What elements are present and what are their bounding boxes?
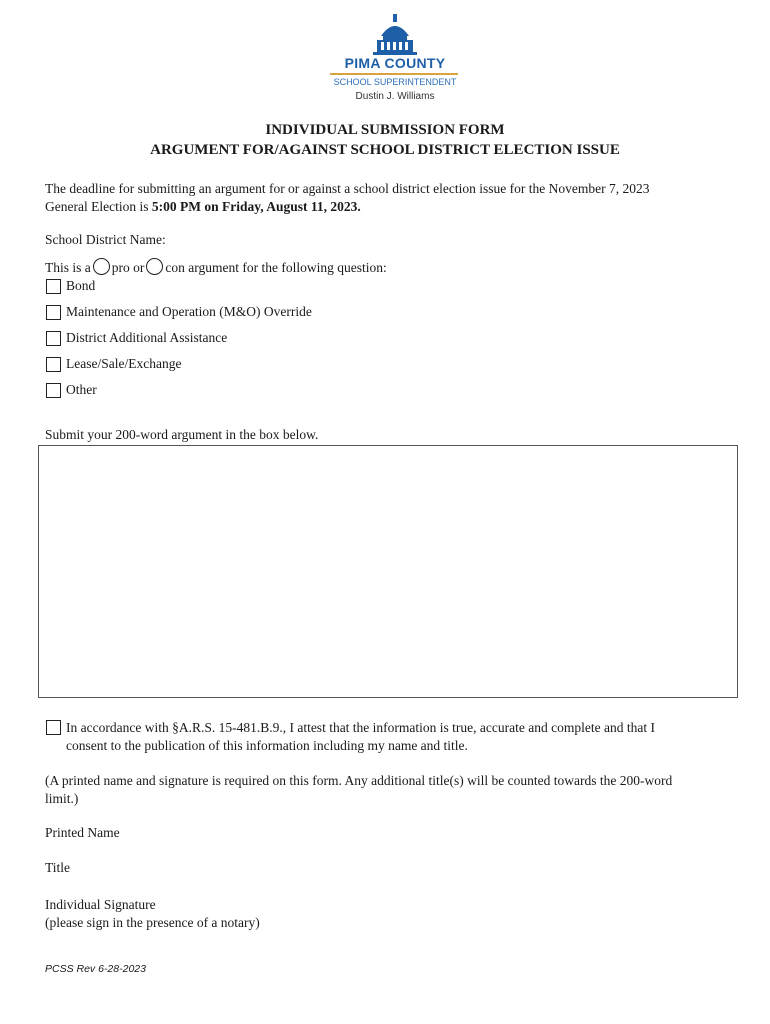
form-title: INDIVIDUAL SUBMISSION FORM xyxy=(265,122,505,138)
pro-con-row xyxy=(45,258,387,277)
signature-row xyxy=(45,896,535,914)
deadline-date: 5:00 PM on Friday, August 11, 2023. xyxy=(151,199,361,214)
deadline-text-line2 xyxy=(45,198,361,216)
lease-sale-exchange-checkbox[interactable] xyxy=(46,357,61,372)
note-text-line1: (A printed name and signature is required on this form. Any additional title(s) will be counted towards the 200-word xyxy=(45,773,673,788)
option-mo-override-label: Maintenance and Operation (M&O) Override xyxy=(66,304,312,319)
pro-label: pro or xyxy=(111,260,145,275)
other-checkbox[interactable] xyxy=(46,383,61,398)
logo-divider xyxy=(330,73,458,75)
printed-name-label: Printed Name xyxy=(45,825,120,840)
submit-instruction: Submit your 200-word argument in the box below. xyxy=(45,427,319,442)
option-bond-label: Bond xyxy=(66,278,96,293)
attest-checkbox[interactable] xyxy=(46,720,61,735)
option-lease-sale-exchange-label: Lease/Sale/Exchange xyxy=(66,356,182,371)
this-is-a-label: This is a xyxy=(45,260,91,275)
pro-radio[interactable] xyxy=(93,258,110,275)
title-row xyxy=(45,859,541,877)
printed-name-row xyxy=(45,824,536,842)
con-radio[interactable] xyxy=(146,258,163,275)
logo-subtitle: SCHOOL SUPERINTENDENT xyxy=(333,77,457,87)
revision-footer: PCSS Rev 6-28-2023 xyxy=(45,963,146,975)
con-label: con argument for the following question: xyxy=(165,260,387,275)
argument-textarea[interactable] xyxy=(38,445,738,698)
title-input[interactable] xyxy=(73,862,541,875)
bond-checkbox[interactable] xyxy=(46,279,61,294)
option-other-label: Other xyxy=(66,382,97,397)
additional-assistance-checkbox[interactable] xyxy=(46,331,61,346)
printed-name-input[interactable] xyxy=(120,827,536,840)
title-label: Title xyxy=(45,860,71,875)
logo-org-name: PIMA COUNTY xyxy=(344,55,446,71)
option-additional-assistance-label: District Additional Assistance xyxy=(66,330,228,345)
district-name-input[interactable] xyxy=(169,234,637,247)
district-name-row xyxy=(45,231,637,249)
deadline-text: The deadline for submitting an argument for or against a school district election issue for the November 7, 2023 xyxy=(45,181,650,196)
deadline-text-prefix: General Election is xyxy=(45,199,152,214)
form-subtitle: ARGUMENT FOR/AGAINST SCHOOL DISTRICT ELECTION ISSUE xyxy=(150,142,620,158)
logo-person-name: Dustin J. Williams xyxy=(355,91,435,102)
district-name-label: School District Name: xyxy=(45,232,166,247)
mo-override-checkbox[interactable] xyxy=(46,305,61,320)
notary-note: (please sign in the presence of a notary) xyxy=(45,915,260,930)
note-text-line2: limit.) xyxy=(45,791,79,806)
attest-text-line1: In accordance with §A.R.S. 15-481.B.9., I attest that the information is true, accurate and complete and that I xyxy=(66,720,655,735)
signature-label: Individual Signature xyxy=(45,897,156,912)
attest-text-line2: consent to the publication of this information including my name and title. xyxy=(66,738,468,753)
signature-input[interactable] xyxy=(159,899,535,912)
